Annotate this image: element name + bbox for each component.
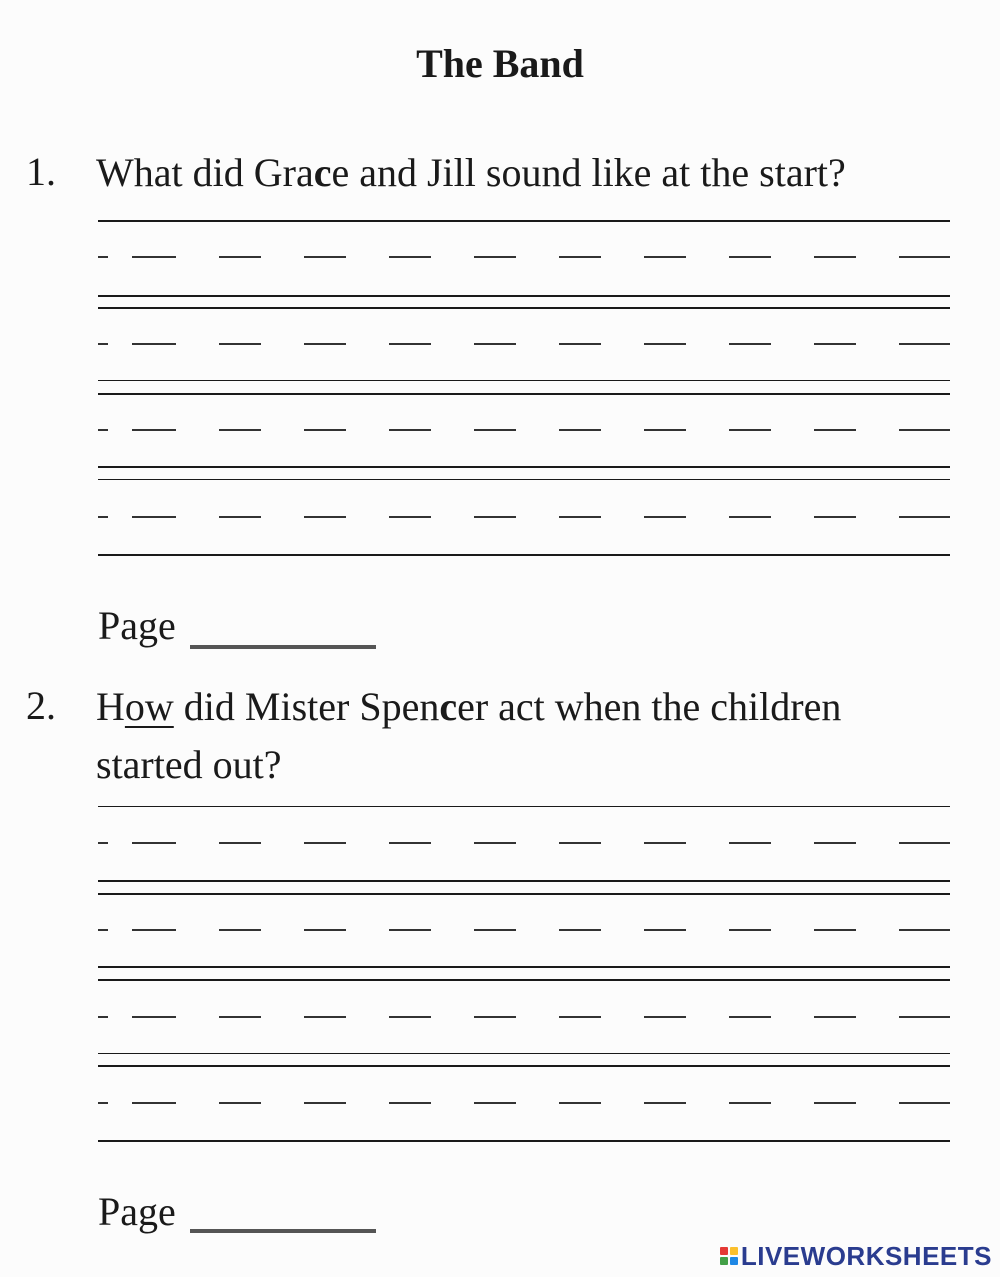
midline-dashes (98, 1102, 950, 1104)
answer-line[interactable] (98, 478, 950, 564)
question-2-text-part: er act when the children started out? (96, 684, 842, 787)
midline-dashes (98, 516, 950, 518)
answer-line[interactable] (98, 1064, 950, 1150)
top-rule (98, 220, 950, 222)
question-2-text-part: H (96, 684, 125, 729)
midline-dashes (98, 842, 950, 844)
midline-dashes (98, 929, 950, 931)
question-1-text-part: e and Jill sound like at the start? (331, 150, 846, 195)
question-1-text-bold: c (313, 150, 332, 195)
question-2-page-input[interactable] (190, 1229, 376, 1233)
top-rule (98, 893, 950, 895)
liveworksheets-logo[interactable] (720, 1241, 992, 1271)
baseline-rule (98, 554, 950, 556)
midline-dashes (98, 1016, 950, 1018)
top-rule (98, 1065, 950, 1067)
question-1-number: 1. (26, 149, 56, 194)
answer-line[interactable] (98, 306, 950, 392)
top-rule (98, 393, 950, 395)
baseline-rule (98, 1140, 950, 1142)
answer-line[interactable] (98, 220, 950, 306)
question-2-page-label: Page (98, 1189, 176, 1234)
answer-line[interactable] (98, 892, 950, 978)
question-1-text (96, 144, 956, 202)
question-2-text-part: did Mister Spen (173, 684, 440, 729)
answer-line[interactable] (98, 392, 950, 478)
answer-line[interactable] (98, 978, 950, 1064)
worksheet-title: The Band (416, 41, 584, 86)
question-1-answer-lines[interactable] (98, 220, 950, 564)
question-2-text (96, 678, 956, 794)
baseline-rule (98, 466, 950, 468)
logo-square (720, 1257, 728, 1265)
midline-dashes (98, 256, 950, 258)
question-2-number: 2. (26, 683, 56, 728)
baseline-rule (98, 295, 950, 297)
question-2-text-underlined: ow (124, 684, 174, 729)
top-rule (98, 479, 950, 480)
baseline-rule (98, 880, 950, 882)
question-1-page-input[interactable] (190, 645, 376, 649)
baseline-rule (98, 380, 950, 381)
logo-icon (720, 1247, 738, 1265)
logo-square (720, 1247, 728, 1255)
logo-square (730, 1257, 738, 1265)
top-rule (98, 806, 950, 807)
question-1-text-part: What did Gra (96, 150, 314, 195)
midline-dashes (98, 343, 950, 345)
baseline-rule (98, 1053, 950, 1054)
question-1-page-label: Page (98, 603, 176, 648)
question-2-text-bold: c (439, 684, 458, 729)
answer-line[interactable] (98, 806, 950, 892)
top-rule (98, 307, 950, 309)
top-rule (98, 979, 950, 981)
midline-dashes (98, 429, 950, 431)
logo-text: LIVEWORKSHEETS (740, 1240, 992, 1271)
baseline-rule (98, 966, 950, 968)
logo-square (730, 1247, 738, 1255)
question-2-answer-lines[interactable] (98, 806, 950, 1150)
